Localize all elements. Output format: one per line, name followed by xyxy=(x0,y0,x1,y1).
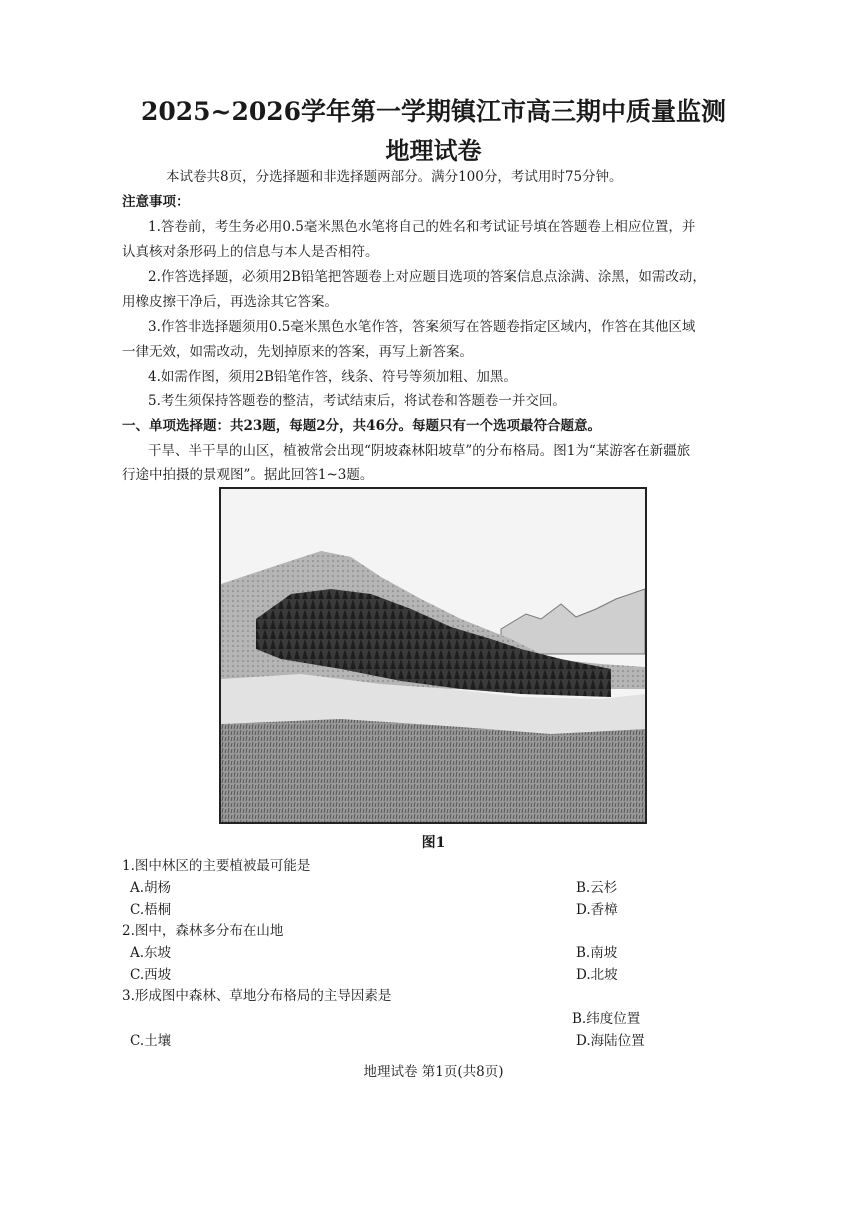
intro-text: 本试卷共8页，分选择题和非选择题两部分。满分100分，考试用时75分钟。 xyxy=(166,169,623,185)
passage-line-1: 干旱、半干旱的山区，植被常会出现“阴坡森林阳坡草”的分布格局。图1为“某游客在新疆旅 xyxy=(148,443,691,459)
q1-option-b: B.云杉 xyxy=(576,880,618,896)
q1-stem: 1.图中林区的主要植被最可能是 xyxy=(122,858,311,874)
q1-option-a: A.胡杨 xyxy=(130,880,172,896)
q3-option-d: D.海陆位置 xyxy=(576,1033,645,1049)
landscape-figure xyxy=(219,487,647,824)
notice-heading: 注意事项： xyxy=(122,194,190,210)
notice-item-2b: 用橡皮擦干净后，再选涂其它答案。 xyxy=(122,294,338,310)
q2-option-b: B.南坡 xyxy=(576,945,618,961)
figure-caption: 图1 xyxy=(421,835,446,851)
page-footer: 地理试卷 第1页(共8页) xyxy=(363,1064,504,1080)
notice-item-1a: 1.答卷前，考生务必用0.5毫米黑色水笔将自己的姓名和考试证号填在答题卷上相应位置，并 xyxy=(148,219,696,235)
q1-option-c: C.梧桐 xyxy=(130,902,172,918)
exam-subtitle: 地理试卷 xyxy=(385,136,482,165)
q3-stem: 3.形成图中森林、草地分布格局的主导因素是 xyxy=(122,988,392,1004)
notice-item-4: 4.如需作图，须用2B铅笔作答，线条、符号等须加粗、加黑。 xyxy=(148,369,517,385)
notice-item-3b: 一律无效，如需改动，先划掉原来的答案，再写上新答案。 xyxy=(122,344,473,360)
q2-option-d: D.北坡 xyxy=(576,967,618,983)
q2-option-c: C.西坡 xyxy=(130,967,172,983)
notice-item-2a: 2.作答选择题，必须用2B铅笔把答题卷上对应题目选项的答案信息点涂满、涂黑，如需改动， xyxy=(148,269,706,285)
landscape-illustration xyxy=(221,489,645,822)
exam-title: 2025~2026学年第一学期镇江市高三期中质量监测 xyxy=(140,97,727,126)
q2-option-a: A.东坡 xyxy=(130,945,172,961)
notice-item-5: 5.考生须保持答题卷的整洁，考试结束后，将试卷和答题卷一并交回。 xyxy=(148,393,566,409)
q2-stem: 2.图中，森林多分布在山地 xyxy=(122,923,284,939)
notice-item-3a: 3.作答非选择题须用0.5毫米黑色水笔作答，答案须写在答题卷指定区域内，作答在其他区域 xyxy=(148,319,696,335)
section-heading: 一、单项选择题：共23题，每题2分，共46分。每题只有一个选项最符合题意。 xyxy=(122,418,601,434)
passage-line-2: 行途中拍摄的景观图”。据此回答1~3题。 xyxy=(122,467,374,483)
foreground-grassland xyxy=(221,719,645,822)
q3-option-c: C.土壤 xyxy=(130,1033,172,1049)
q1-option-d: D.香樟 xyxy=(576,902,618,918)
notice-item-1b: 认真核对条形码上的信息与本人是否相符。 xyxy=(122,244,379,260)
q3-option-b: B.纬度位置 xyxy=(572,1011,641,1027)
